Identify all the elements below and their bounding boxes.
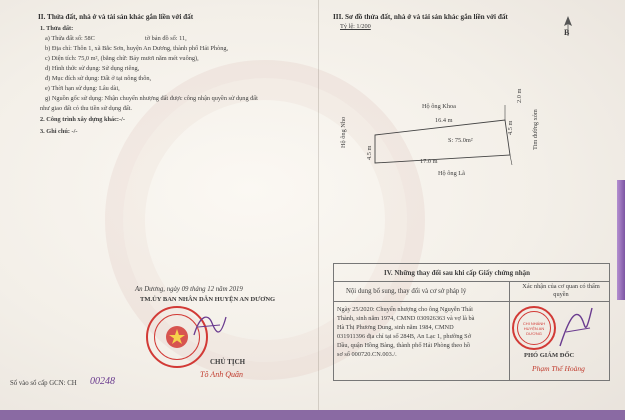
section-iii-title: III. Sơ đồ thửa đất, nhà ở và tài sản khác gắn liền với đất xyxy=(333,13,508,21)
dim-bottom: 17.0 m xyxy=(420,158,438,165)
deputy-title: PHÓ GIÁM ĐỐC xyxy=(524,352,575,359)
branch-stamp-text: CHI NHÁNH HUYỆN AN DƯƠNG xyxy=(517,311,551,345)
item-1-label: 1. Thửa đất: xyxy=(40,25,74,32)
usage-term-line: e) Thời hạn sử dụng: Lâu dài, xyxy=(45,85,120,92)
chairman-name: Tô Anh Quân xyxy=(200,370,243,379)
usage-purpose-line: đ) Mục đích sử dụng: Đất ở tại nông thôn, xyxy=(45,75,152,82)
changes-table-title-row xyxy=(334,264,609,282)
address-line: b) Địa chỉ: Thôn 1, xã Bắc Sơn, huyện An Dương, thành phố Hải Phòng, xyxy=(45,45,229,52)
background-strip xyxy=(0,410,625,420)
serial-label: Số vào sổ cấp GCN: CH xyxy=(10,380,77,387)
change-line-2: Thành, sinh năm 1974, CMND 030926363 và vợ là bà xyxy=(337,315,475,322)
map-scale: Tỷ lệ: 1/200 xyxy=(340,23,371,30)
changes-table xyxy=(333,263,610,381)
col-content-header: Nội dung bổ sung, thay đổi và cơ sở pháp lý xyxy=(346,288,467,295)
north-label: B xyxy=(564,28,570,37)
change-line-6: sơ số 000720.CN.003./. xyxy=(337,351,397,358)
page-fold xyxy=(318,0,319,420)
item-2-other-works: 2. Công trình xây dựng khác:-/- xyxy=(40,116,125,123)
dim-left: 4.5 m xyxy=(366,145,373,160)
national-emblem-icon xyxy=(164,324,190,350)
map-sheet-number: tờ bản đồ số: 11, xyxy=(145,35,187,42)
parcel-number: a) Thửa đất số: 58C xyxy=(45,35,95,42)
usage-form-line: d) Hình thức sử dụng: Sử dụng riêng, xyxy=(45,65,140,72)
neighbor-left: Hộ ông Nho xyxy=(340,116,347,148)
area-line: c) Diện tích: 75,0 m², (bằng chữ: Bảy mươi năm mét vuông), xyxy=(45,55,199,62)
origin-line-2: như giao đất có thu tiền sử dụng đất. xyxy=(40,105,132,112)
table-divider xyxy=(509,282,510,380)
changes-table-header-row xyxy=(334,282,609,302)
origin-line-1: g) Nguồn gốc sử dụng: Nhận chuyển nhượng đất được công nhận quyền sử dụng đất xyxy=(45,95,258,102)
deputy-name: Phạm Thế Hoàng xyxy=(532,364,585,373)
parcel-area: S: 75.0m² xyxy=(448,137,473,144)
deputy-signature xyxy=(556,302,596,352)
committee-name: TM.ỦY BAN NHÂN DÂN HUYỆN AN DƯƠNG xyxy=(140,296,276,303)
binder-clip xyxy=(617,180,625,300)
change-line-4: 031911396 địa chỉ tại số 284B, An Lạc 1, phường Sở xyxy=(337,333,472,340)
change-line-3: Hà Thị Phương Dung, sinh năm 1984, CMND xyxy=(337,324,454,331)
chairman-signature xyxy=(190,305,230,345)
change-line-1: Ngày 25/2020: Chuyển nhượng cho ông Nguyễn Thái xyxy=(337,306,473,313)
road-right: Tim đường xóm xyxy=(532,109,539,150)
serial-value: 00248 xyxy=(90,376,115,387)
section-iv-title: IV. Những thay đổi sau khi cấp Giấy chứng nhận xyxy=(384,269,530,277)
neighbor-top: Hộ ông Khoa xyxy=(422,103,456,110)
dim-right: 4.5 m xyxy=(507,120,514,135)
dim-side: 2.0 m xyxy=(516,88,523,103)
issue-date: An Dương, ngày 09 tháng 12 năm 2019 xyxy=(135,286,243,293)
chairman-title: CHỦ TỊCH xyxy=(210,358,246,366)
section-ii-title: II. Thửa đất, nhà ở và tài sản khác gắn liền với đất xyxy=(38,13,194,21)
item-3-notes: 3. Ghi chú: -/- xyxy=(40,128,78,135)
change-line-5: Dầu, quận Hồng Bàng, thành phố Hải Phòng theo hồ xyxy=(337,342,471,349)
col-confirmation-header: Xác nhận của cơ quan có thẩm quyền xyxy=(522,283,600,298)
dim-top: 16.4 m xyxy=(435,117,453,124)
neighbor-bottom: Hộ ông Lã xyxy=(438,170,465,177)
branch-stamp xyxy=(512,306,556,350)
